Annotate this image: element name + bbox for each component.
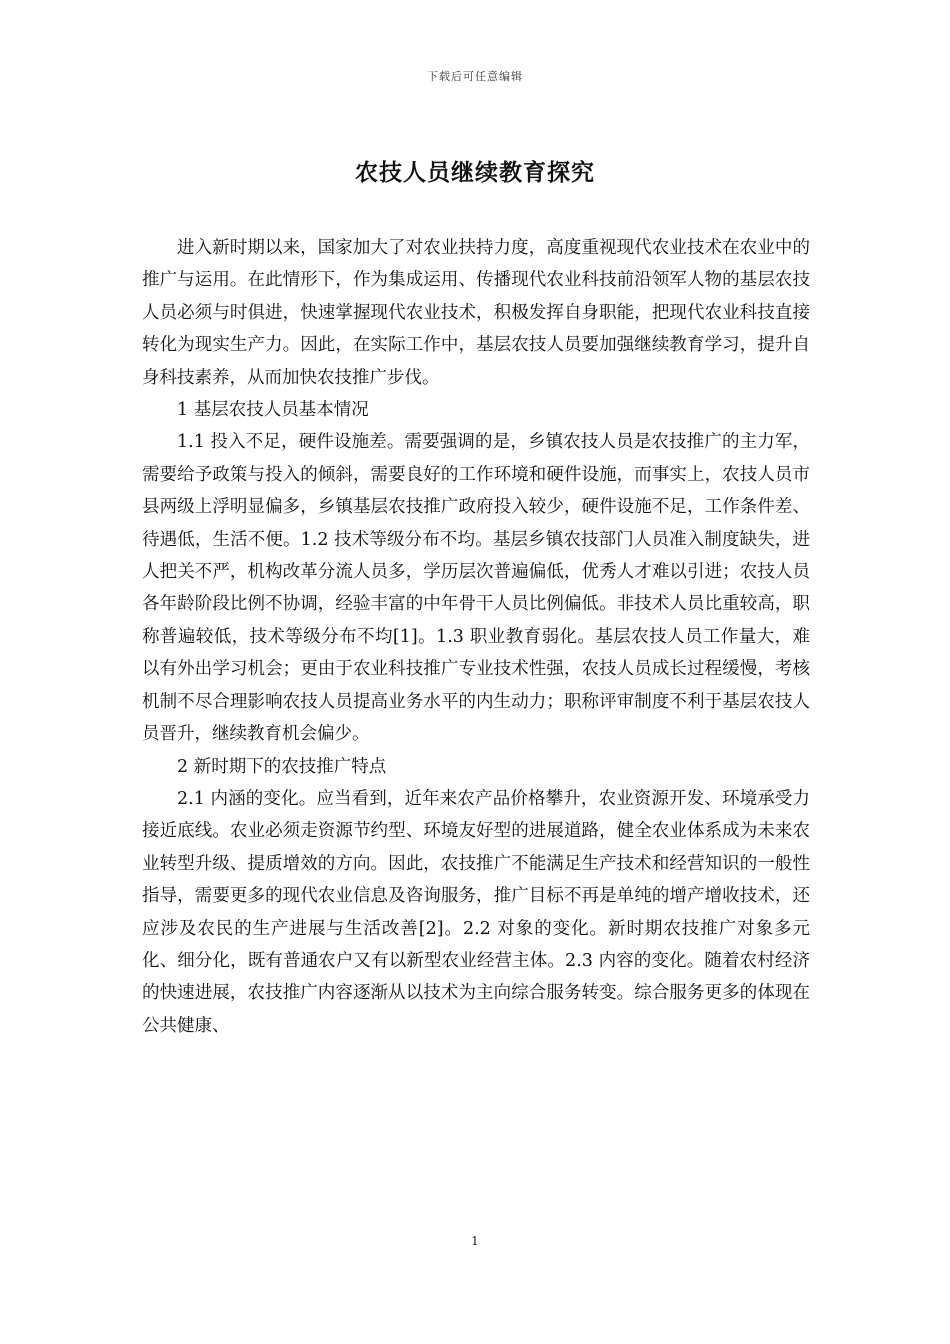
document-title: 农技人员继续教育探究: [355, 159, 595, 186]
section-2-heading: 2 新时期下的农技推广特点: [177, 756, 387, 777]
header-note: 下载后可任意编辑: [427, 70, 523, 83]
document-body: [142, 232, 810, 1042]
section-1-paragraph: 1.1 投入不足，硬件设施差。需要强调的是，乡镇农技人员是农技推广的主力军，需要给予政策与投入的倾斜，需要良好的工作环境和硬件设施，而事实上，农技人员市县两级上浮明显偏多，乡镇基层农技推广政府投入较少，硬件设施不足，工作条件差、待遇低，生活不便。1.2 技术等级分布不均。基层乡镇农技部门人员准入制度缺失，进人把关不严，机构改革分流人员多，学历层次普遍偏低，优秀人才难以引进；农技人员各年龄阶段比例不协调，经验丰富的中年骨干人员比例偏低。非技术人员比重较高，职称普遍较低，技术等级分布不均[1]。1.3 职业教育弱化。基层农技人员工作量大，难以有外出学习机会；更由于农业科技推广专业技术性强，农技人员成长过程缓慢，考核机制不尽合理影响农技人员提高业务水平的内生动力；职称评审制度不利于基层农技人员晋升，继续教育机会偏少。: [142, 432, 810, 745]
intro-paragraph: 进入新时期以来，国家加大了对农业扶持力度，高度重视现代农业技术在农业中的推广与运用。在此情形下，作为集成运用、传播现代农业科技前沿领军人物的基层农技人员必须与时俱进，快速掌握现代农业技术，积极发挥自身职能，把现代农业科技直接转化为现实生产力。因此，在实际工作中，基层农技人员要加强继续教育学习，提升自身科技素养，从而加快农技推广步伐。: [142, 238, 810, 388]
page-number: 1: [471, 1234, 479, 1248]
section-2-paragraph: 2.1 内涵的变化。应当看到，近年来农产品价格攀升，农业资源开发、环境承受力接近底线。农业必须走资源节约型、环境友好型的进展道路，健全农业体系成为未来农业转型升级、提质增效的方向。因此，农技推广不能满足生产技术和经营知识的一般性指导，需要更多的现代农业信息及咨询服务，推广目标不再是单纯的增产增收技术，还应涉及农民的生产进展与生活改善[2]。2.2 对象的变化。新时期农技推广对象多元化、细分化，既有普通农户又有以新型农业经营主体。2.3 内容的变化。随着农村经济的快速进展，农技推广内容逐渐从以技术为主向综合服务转变。综合服务更多的体现在公共健康、: [142, 788, 810, 1036]
section-1-heading: 1 基层农技人员基本情况: [177, 400, 369, 421]
